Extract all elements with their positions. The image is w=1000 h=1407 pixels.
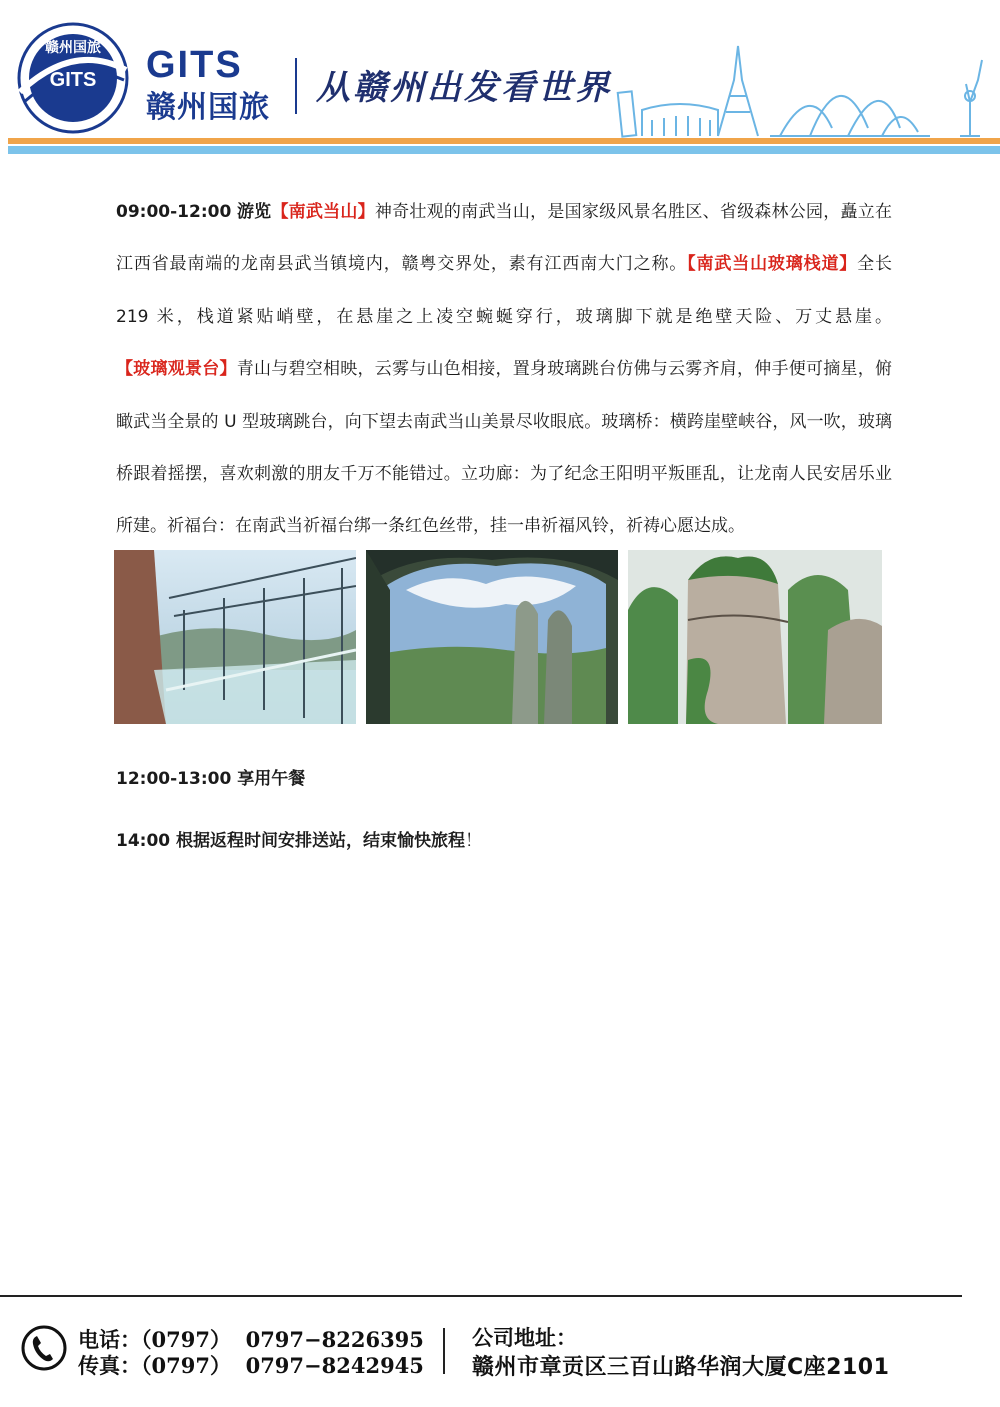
gits-emblem-icon [14, 22, 132, 134]
footer-divider [443, 1328, 445, 1374]
slogan: 从赣州出发看世界 [316, 68, 612, 108]
brand-name-cn: 赣州国旅 [146, 90, 270, 125]
header-stripe-blue [8, 146, 1000, 154]
company-address: 赣州市章贡区三百山路华润大厦C座2101 [472, 1355, 890, 1380]
address-label: 公司地址： [472, 1326, 577, 1350]
emblem-top-text: 赣州国旅 [45, 40, 101, 56]
brand-name-en: GITS [146, 44, 243, 86]
landmark-skyline-icon [600, 40, 1000, 140]
itinerary-block-morning [116, 186, 892, 553]
phone-number: 0797−8226395 [245, 1327, 424, 1352]
intro-text: 神奇壮观的南武当山，是国家级风景名胜区、省级森林公园，矗立在江西省最南端的龙南县武当镇境内，赣粤交界处，素有江西南大门之称。 [116, 202, 893, 275]
phone-icon [20, 1324, 68, 1372]
phone-label: 电话： [78, 1327, 141, 1352]
departure-text: 根据返程时间安排送站，结束愉快旅程 [176, 831, 466, 851]
itinerary-lunch [116, 764, 305, 789]
fax-number: 0797−8242945 [245, 1353, 424, 1378]
header-divider [295, 58, 297, 114]
fax-line [78, 1350, 424, 1380]
time-morning: 09:00-12:00 [116, 202, 232, 222]
fax-area-code: （0797） [141, 1353, 231, 1378]
time-lunch: 12:00-13:00 [116, 769, 232, 789]
emblem-center-text: GITS [49, 69, 97, 91]
activity-verb: 游览 [236, 202, 272, 222]
itinerary-departure [116, 826, 482, 851]
highlight-glass-platform: 【玻璃观景台】 [116, 359, 237, 380]
photo-cliff-peak [628, 550, 882, 724]
fax-label: 传真： [78, 1353, 141, 1378]
footer-rule [0, 1295, 962, 1297]
lunch-text: 享用午餐 [237, 769, 306, 789]
highlight-nanwudang: 【南武当山】 [271, 202, 375, 222]
header-stripe-orange [8, 138, 1000, 144]
phone-area-code: （0797） [141, 1327, 231, 1352]
photo-glass-walkway [114, 550, 356, 724]
page-header [0, 0, 1000, 160]
platform-text: 青山与碧空相映，云雾与山色相接，置身玻璃跳台仿佛与云雾齐肩，伸手便可摘星，俯瞰武当全景的 U 型玻璃跳台，向下望去南武当山美景尽收眼底。玻璃桥：横跨崖壁峡谷，风一吹，玻璃桥跟着摇摆，喜欢刺激的朋友千万不能错过。立功廊：为了纪念王阳明平叛匪乱，让龙南人民安居乐业所建。祈福台：在南武当祈福台绑一条红色丝带，挂一串祈福风铃，祈祷心愿达成。 [116, 359, 892, 537]
walkway-text: 全长 219 米，栈道紧贴峭壁，在悬崖之上凌空蜿蜒穿行，玻璃脚下就是绝壁天险、万丈悬崖。 [116, 254, 893, 327]
highlight-glass-walkway: 【南武当山玻璃栈道】 [687, 254, 858, 275]
itinerary-paragraph [116, 186, 892, 553]
photo-cave-view [366, 550, 618, 724]
time-departure: 14:00 [116, 831, 171, 851]
departure-mark: ！ [465, 831, 483, 851]
photo-strip [114, 550, 882, 724]
